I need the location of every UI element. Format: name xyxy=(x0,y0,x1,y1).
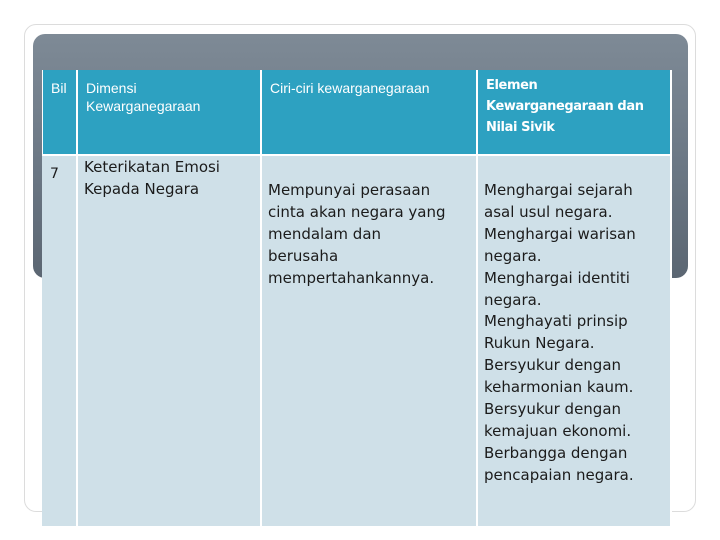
row-elemen-line: Menghargai identiti xyxy=(484,268,630,287)
row-elemen-line: Menghargai sejarah xyxy=(484,181,633,199)
row-elemen-line: Berbangga dengan xyxy=(484,443,628,462)
row-elemen-line: Menghayati prinsip xyxy=(484,312,628,331)
header-elemen-line: Elemen xyxy=(486,78,538,93)
header-dimensi-line: Dimensi xyxy=(86,80,137,96)
header-bil-text: Bil xyxy=(51,80,67,96)
row-dimensi xyxy=(78,156,262,528)
row-elemen-line: negara. xyxy=(484,246,542,265)
header-ciri-text: Ciri-ciri kewarganegaraan xyxy=(270,80,430,96)
header-dimensi xyxy=(78,70,262,156)
header-elemen-line: Kewarganegaraan dan xyxy=(486,99,644,114)
header-elemen xyxy=(478,70,672,156)
row-elemen-line: Bersyukur dengan xyxy=(484,400,622,419)
row-elemen-line: asal usul negara. xyxy=(484,202,613,221)
row-elemen-line: pencapaian negara. xyxy=(484,465,634,484)
header-dimensi-line: Kewarganegaraan xyxy=(86,98,201,114)
row-bil-text: 7 xyxy=(50,166,59,182)
row-elemen-line: negara. xyxy=(484,290,542,309)
row-elemen xyxy=(478,156,672,528)
row-ciri-line: Mempunyai perasaan xyxy=(268,181,431,199)
row-dimensi-line: Keterikatan Emosi xyxy=(84,158,220,176)
row-elemen-line: Menghargai warisan xyxy=(484,224,636,243)
row-elemen-line: Bersyukur dengan xyxy=(484,356,622,375)
row-ciri-line: mendalam dan xyxy=(268,224,382,243)
row-ciri xyxy=(262,156,478,528)
row-ciri-line: mempertahankannya. xyxy=(268,268,435,287)
row-elemen-line: keharmonian kaum. xyxy=(484,378,634,397)
row-bil xyxy=(42,156,78,528)
content-table xyxy=(42,70,672,528)
row-elemen-line: kemajuan ekonomi. xyxy=(484,421,632,440)
row-ciri-line: berusaha xyxy=(268,246,339,265)
row-elemen-line: Rukun Negara. xyxy=(484,334,595,353)
row-dimensi-line: Kepada Negara xyxy=(84,179,200,198)
header-ciri xyxy=(262,70,478,156)
header-elemen-line: Nilai Sivik xyxy=(486,120,555,135)
header-bil xyxy=(42,70,78,156)
row-ciri-line: cinta akan negara yang xyxy=(268,202,446,221)
